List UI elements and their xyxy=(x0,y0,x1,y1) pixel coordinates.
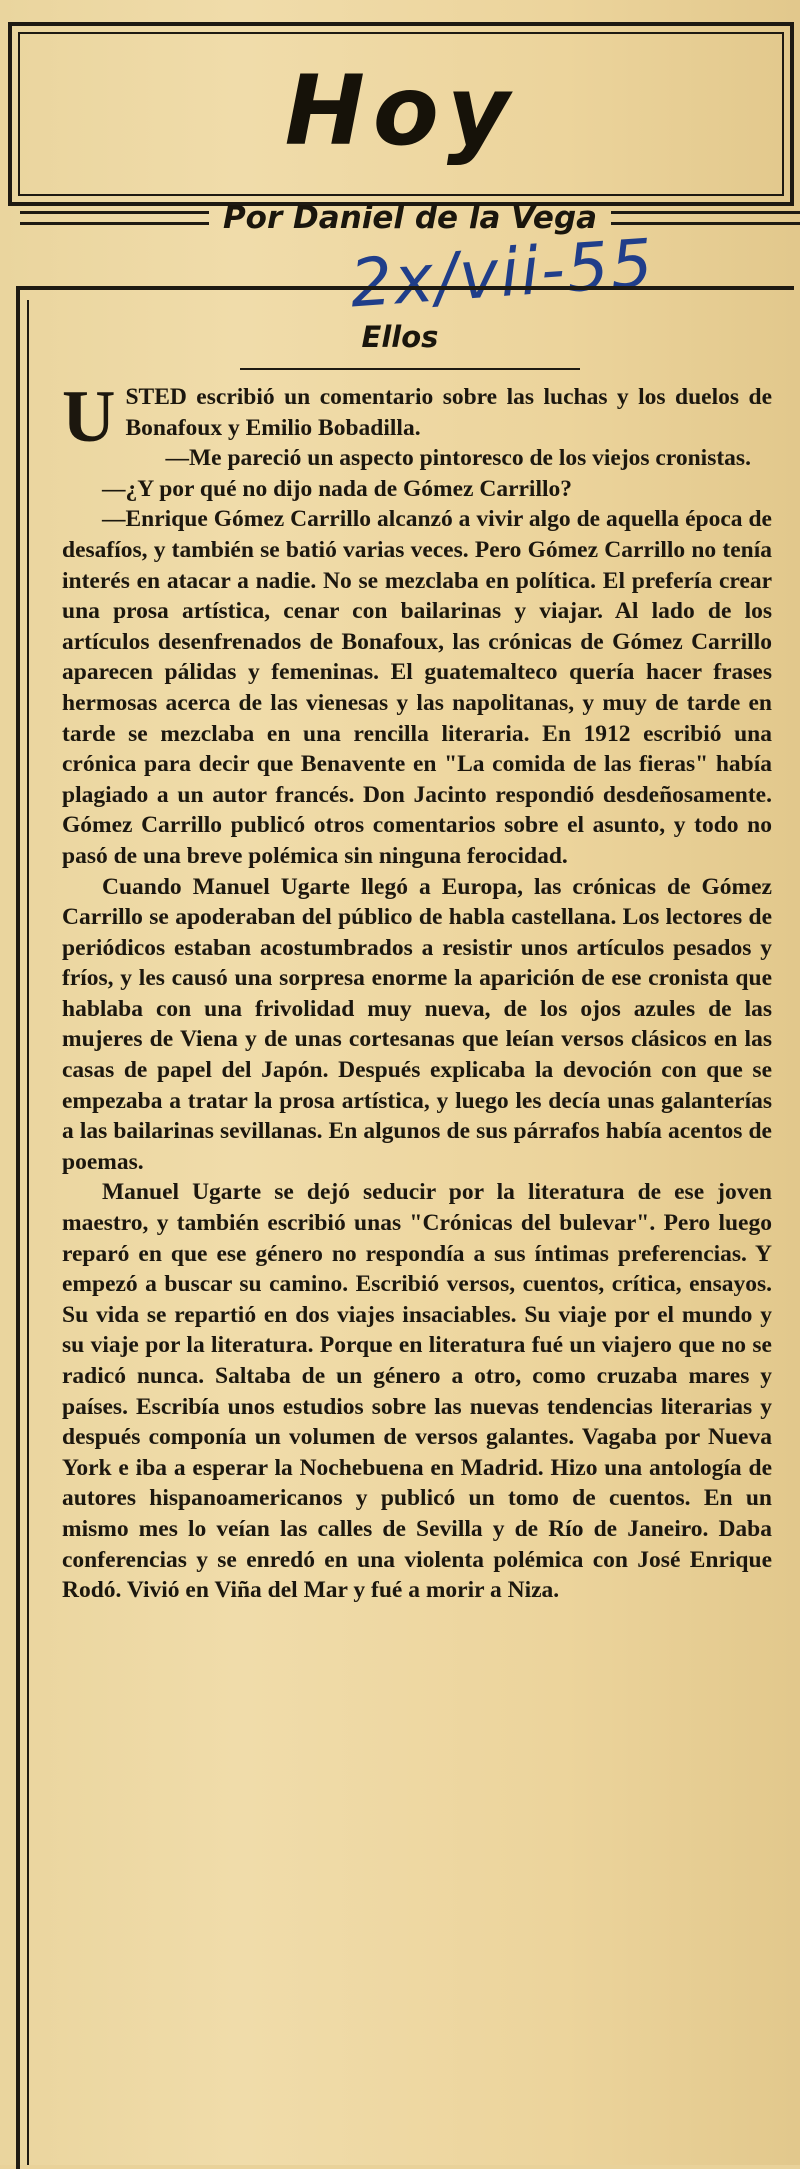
paragraph: —¿Y por qué no dijo nada de Gómez Carrillo? xyxy=(102,475,573,502)
title-underline xyxy=(240,368,580,370)
byline-rule-left xyxy=(20,211,209,225)
paragraph: USTED escribió un comentario sobre las luchas y los duelos de Bonafoux y Emilio Bobadilla. xyxy=(62,376,772,458)
article-frame-inner-rule xyxy=(27,300,34,2165)
author-byline: Por Daniel de la Vega xyxy=(222,200,598,236)
column-title: Hoy xyxy=(284,55,518,167)
drop-cap: U xyxy=(62,376,116,458)
masthead-box xyxy=(8,22,794,206)
paragraph: —Enrique Gómez Carrillo alcanzó a vivir algo de aquella época de desafíos, y también se batió varias veces. Pero Gómez Carrillo no tenía interés en atacar a nadie. No se mezclaba en política. El prefería crear una prosa artística, cenar con bailarinas y viajar. Al lado de los artículos desenfrenados de Bonafoux, las crónicas de Gómez Carrillo aparecen pálidas y femeninas. El guatemalteco quería hacer frases hermosas acerca de las vienesas y las napolitanas, y muy de tarde en tarde se mezclaba en una rencilla literaria. En 1912 escribió una crónica para decir que Benavente en "La comida de las fieras" había plagiado a un autor francés. Don Jacinto respondió desdeñosamente. Gómez Carrillo publicó otros comentarios sobre el asunto, y todo no pasó de una breve polémica sin ninguna ferocidad. xyxy=(62,506,772,869)
paragraph: Cuando Manuel Ugarte llegó a Europa, las crónicas de Gómez Carrillo se apoderaban del público de habla castellana. Los lectores de periódicos estaban acostumbrados a resistir unos artículos pesados y fríos, y les causó una sorpresa enorme la aparición de ese cronista que hablaba con una frivolidad muy nueva, de los ojos azules de las mujeres de Viena y de unas cortesanas que leían versos clásicos en las casas de papel del Japón. Después explicaba la devoción con que se empezaba a tratar la prosa artística, y luego les decía unas galanterías a las bailarinas sevillanas. En algunos de sus párrafos había acentos de poemas. xyxy=(62,873,772,1175)
handwritten-date: 2x/vii-55 xyxy=(347,224,658,323)
article-body xyxy=(62,376,772,1606)
paragraph: —Me pareció un aspecto pintoresco de los viejos cronistas. xyxy=(165,445,751,472)
paragraph: Manuel Ugarte se dejó seducir por la literatura de ese joven maestro, y también escribió unas "Crónicas del bulevar". Pero luego reparó en que ese género no respondía a sus íntimas preferencias. Y empezó a buscar su camino. Escribió versos, cuentos, crítica, ensayos. Su vida se repartió en dos viajes insaciables. Su viaje por el mundo y su viaje por la literatura. Porque en literatura fué un viajero que no se radicó nunca. Saltaba de un género a otro, como cruzaba mares y países. Escribía unos estudios sobre las nuevas tendencias literarias y después componía un volumen de versos galantes. Vagaba por Nueva York e iba a esperar la Nochebuena en Madrid. Hizo una antología de autores hispanoamericanos y publicó un tomo de cuentos. En un mismo mes lo veían las calles de Sevilla y de Río de Janeiro. Daba conferencias y se enredó en una violenta polémica con José Enrique Rodó. Vivió en Viña del Mar y fué a morir a Niza. xyxy=(62,1179,772,1604)
article-title: Ellos xyxy=(361,320,439,354)
